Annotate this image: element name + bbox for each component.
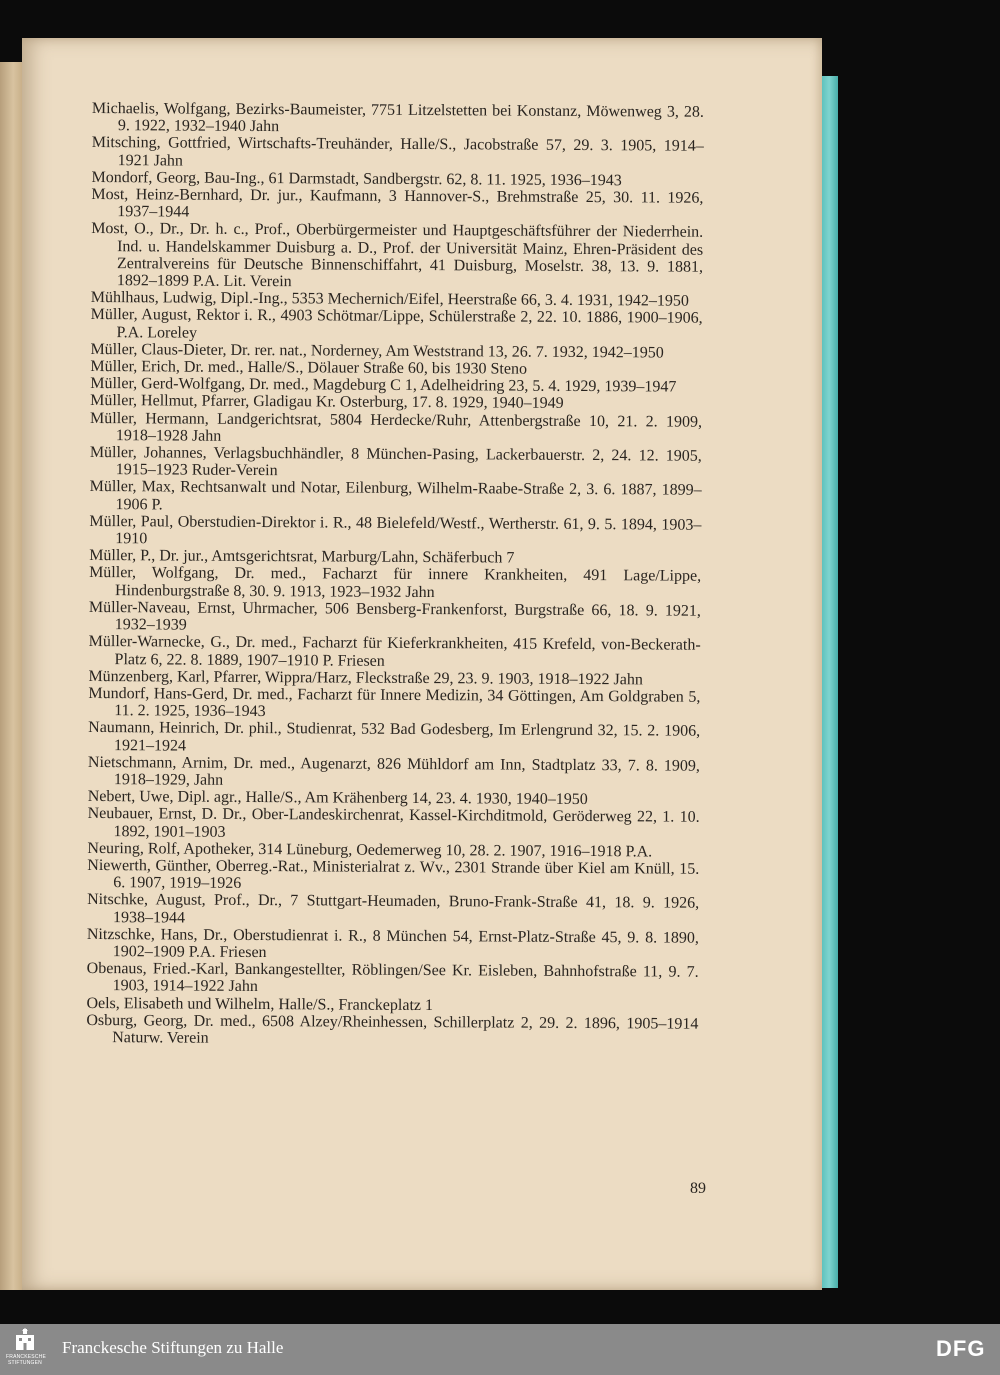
francke-building-icon	[14, 1328, 36, 1354]
book-edge-strip	[822, 76, 838, 1288]
page-number: 89	[690, 1180, 706, 1197]
entry: Nitschke, August, Prof., Dr., 7 Stuttgart-Heumaden, Bruno-Frank-Straße 41, 18. 9. 1926, 1938–1944	[87, 891, 700, 927]
footer-title[interactable]: Franckesche Stiftungen zu Halle	[62, 1338, 284, 1357]
footer-bar	[0, 1324, 1000, 1375]
entry: Osburg, Georg, Dr. med., 6508 Alzey/Rheinhessen, Schillerplatz 2, 29. 2. 1896, 1905–1914 Naturw. Verein	[86, 1011, 699, 1047]
entry: Niewerth, Günther, Oberreg.-Rat., Ministerialrat z. Wv., 2301 Strande über Kiel am Knüll, 15. 6. 1907, 1919–1926	[87, 856, 700, 893]
entry: Müller, Hellmut, Pfarrer, Gladigau Kr. Osterburg, 17. 8. 1929, 1940–1949	[90, 392, 564, 413]
entry: Müller, Erich, Dr. med., Halle/S., Dölauer Straße 60, bis 1930 Steno	[90, 358, 528, 378]
entry: Müller, Claus-Dieter, Dr. rer. nat., Norderney, Am Weststrand 13, 26. 7. 1932, 1942–1950	[90, 340, 664, 362]
francke-logo[interactable]	[6, 1328, 44, 1372]
entry: Müller, Max, Rechtsanwalt und Notar, Eilenburg, Wilhelm-Raabe-Straße 2, 3. 6. 1887, 1899–1906 P.	[89, 478, 702, 514]
facing-page-edge	[0, 62, 22, 1290]
entry: Neuring, Rolf, Apotheker, 314 Lüneburg, Oedemerweg 10, 28. 2. 1907, 1916–1918 P.A.	[87, 839, 653, 861]
entry: Mundorf, Hans-Gerd, Dr. med., Facharzt für Innere Medizin, 34 Göttingen, Am Goldgraben 5, 11. 2. 1925, 1936–1943	[88, 684, 701, 721]
entry: Müller, P., Dr. jur., Amtsgerichtsrat, Marburg/Lahn, Schäferbuch 7	[89, 547, 515, 567]
entry: Nebert, Uwe, Dipl. agr., Halle/S., Am Krähenberg 14, 23. 4. 1930, 1940–1950	[87, 788, 588, 809]
entry: Müller, Wolfgang, Dr. med., Facharzt für innere Krankheiten, 491 Lage/Lippe, Hindenburgstraße 8, 30. 9. 1913, 1923–1932 Jahn	[89, 564, 702, 601]
entry: Most, Heinz-Bernhard, Dr. jur., Kaufmann, 3 Hannover-S., Brehmstraße 25, 30. 11. 1926, 1937–1944	[91, 186, 704, 221]
logo-line-2: STIFTUNGEN	[8, 1360, 42, 1366]
entry: Müller, Paul, Oberstudien-Direktor i. R., 48 Bielefeld/Westf., Wertherstr. 61, 9. 5. 1894, 1903–1910	[89, 512, 702, 548]
entry: Müller-Naveau, Ernst, Uhrmacher, 506 Bensberg-Frankenforst, Burgstraße 66, 18. 9. 1921, 1932–1939	[88, 598, 701, 634]
entry: Nitzschke, Hans, Dr., Oberstudienrat i. R., 8 München 54, Ernst-Platz-Straße 45, 9. 8. 1890, 1902–1909 P.A. Friesen	[86, 925, 699, 962]
entry: Müller, Hermann, Landgerichtsrat, 5804 Herdecke/Ruhr, Attenbergstraße 10, 21. 2. 1909, 1918–1928 Jahn	[90, 409, 703, 445]
entry: Naumann, Heinrich, Dr. phil., Studienrat, 532 Bad Godesberg, Im Erlengrund 32, 15. 2. 1906, 1921–1924	[88, 719, 701, 755]
entry: Michaelis, Wolfgang, Bezirks-Baumeister, 7751 Litzelstetten bei Konstanz, Möwenweg 3, 28. 9. 1922, 1932–1940 Jahn	[91, 100, 704, 136]
directory-entries	[86, 100, 704, 1050]
entry: Obenaus, Fried.-Karl, Bankangestellter, Röblingen/See Kr. Eisleben, Bahnhofstraße 11, 9. 7. 1903, 1914–1922 Jahn	[86, 960, 699, 996]
logo-line-1: FRANCKESCHE	[6, 1354, 46, 1360]
entry: Most, O., Dr., Dr. h. c., Prof., Oberbürgermeister und Hauptgeschäftsführer der Niederrhein. Ind. u. Handelskammer Duisburg a. D., Prof. der Universität Mainz, Ehren-Präsident des Zentralvereins für Deutsche Binnenschiffahrt, 41 Duisburg, Moselstr. 38, 13. 9. 1881, 1892–1899 P.A. Lit. Verein	[91, 220, 704, 291]
entry: Nietschmann, Arnim, Dr. med., Augenarzt, 826 Mühldorf am Inn, Stadtplatz 33, 7. 8. 1909, 1918–1929, Jahn	[87, 753, 700, 789]
entry: Müller, Gerd-Wolfgang, Dr. med., Magdeburg C 1, Adelheidring 23, 5. 4. 1929, 1939–1947	[90, 375, 677, 396]
dfg-logo[interactable]: DFG	[936, 1336, 986, 1361]
entry: Müller, Johannes, Verlagsbuchhändler, 8 München-Pasing, Lackerbauerstr. 2, 24. 12. 1905, 1915–1923 Ruder-Verein	[89, 444, 702, 480]
entry: Mondorf, Georg, Bau-Ing., 61 Darmstadt, Sandbergstr. 62, 8. 11. 1925, 1936–1943	[91, 168, 622, 190]
entry: Müller-Warnecke, G., Dr. med., Facharzt für Kieferkrankheiten, 415 Krefeld, von-Beckerath-Platz 6, 22. 8. 1889, 1907–1910 P. Friesen	[88, 633, 701, 670]
entry: Oels, Elisabeth und Wilhelm, Halle/S., Franckeplatz 1	[86, 994, 434, 1014]
entry: Mühlhaus, Ludwig, Dipl.-Ing., 5353 Mechernich/Eifel, Heerstraße 66, 3. 4. 1931, 1942–1950	[90, 289, 689, 310]
entry: Müller, August, Rektor i. R., 4903 Schötmar/Lippe, Schülerstraße 2, 22. 10. 1886, 1900–1906, P.A. Loreley	[90, 306, 703, 342]
entry: Mitsching, Gottfried, Wirtschafts-Treuhänder, Halle/S., Jacobstraße 57, 29. 3. 1905, 1914–1921 Jahn	[91, 134, 704, 170]
entry: Münzenberg, Karl, Pfarrer, Wippra/Harz, Fleckstraße 29, 23. 9. 1903, 1918–1922 Jahn	[88, 667, 643, 689]
entry: Neubauer, Ernst, D. Dr., Ober-Landeskirchenrat, Kassel-Kirchditmold, Geröderweg 22, 1. 10. 1892, 1901–1903	[87, 805, 700, 841]
